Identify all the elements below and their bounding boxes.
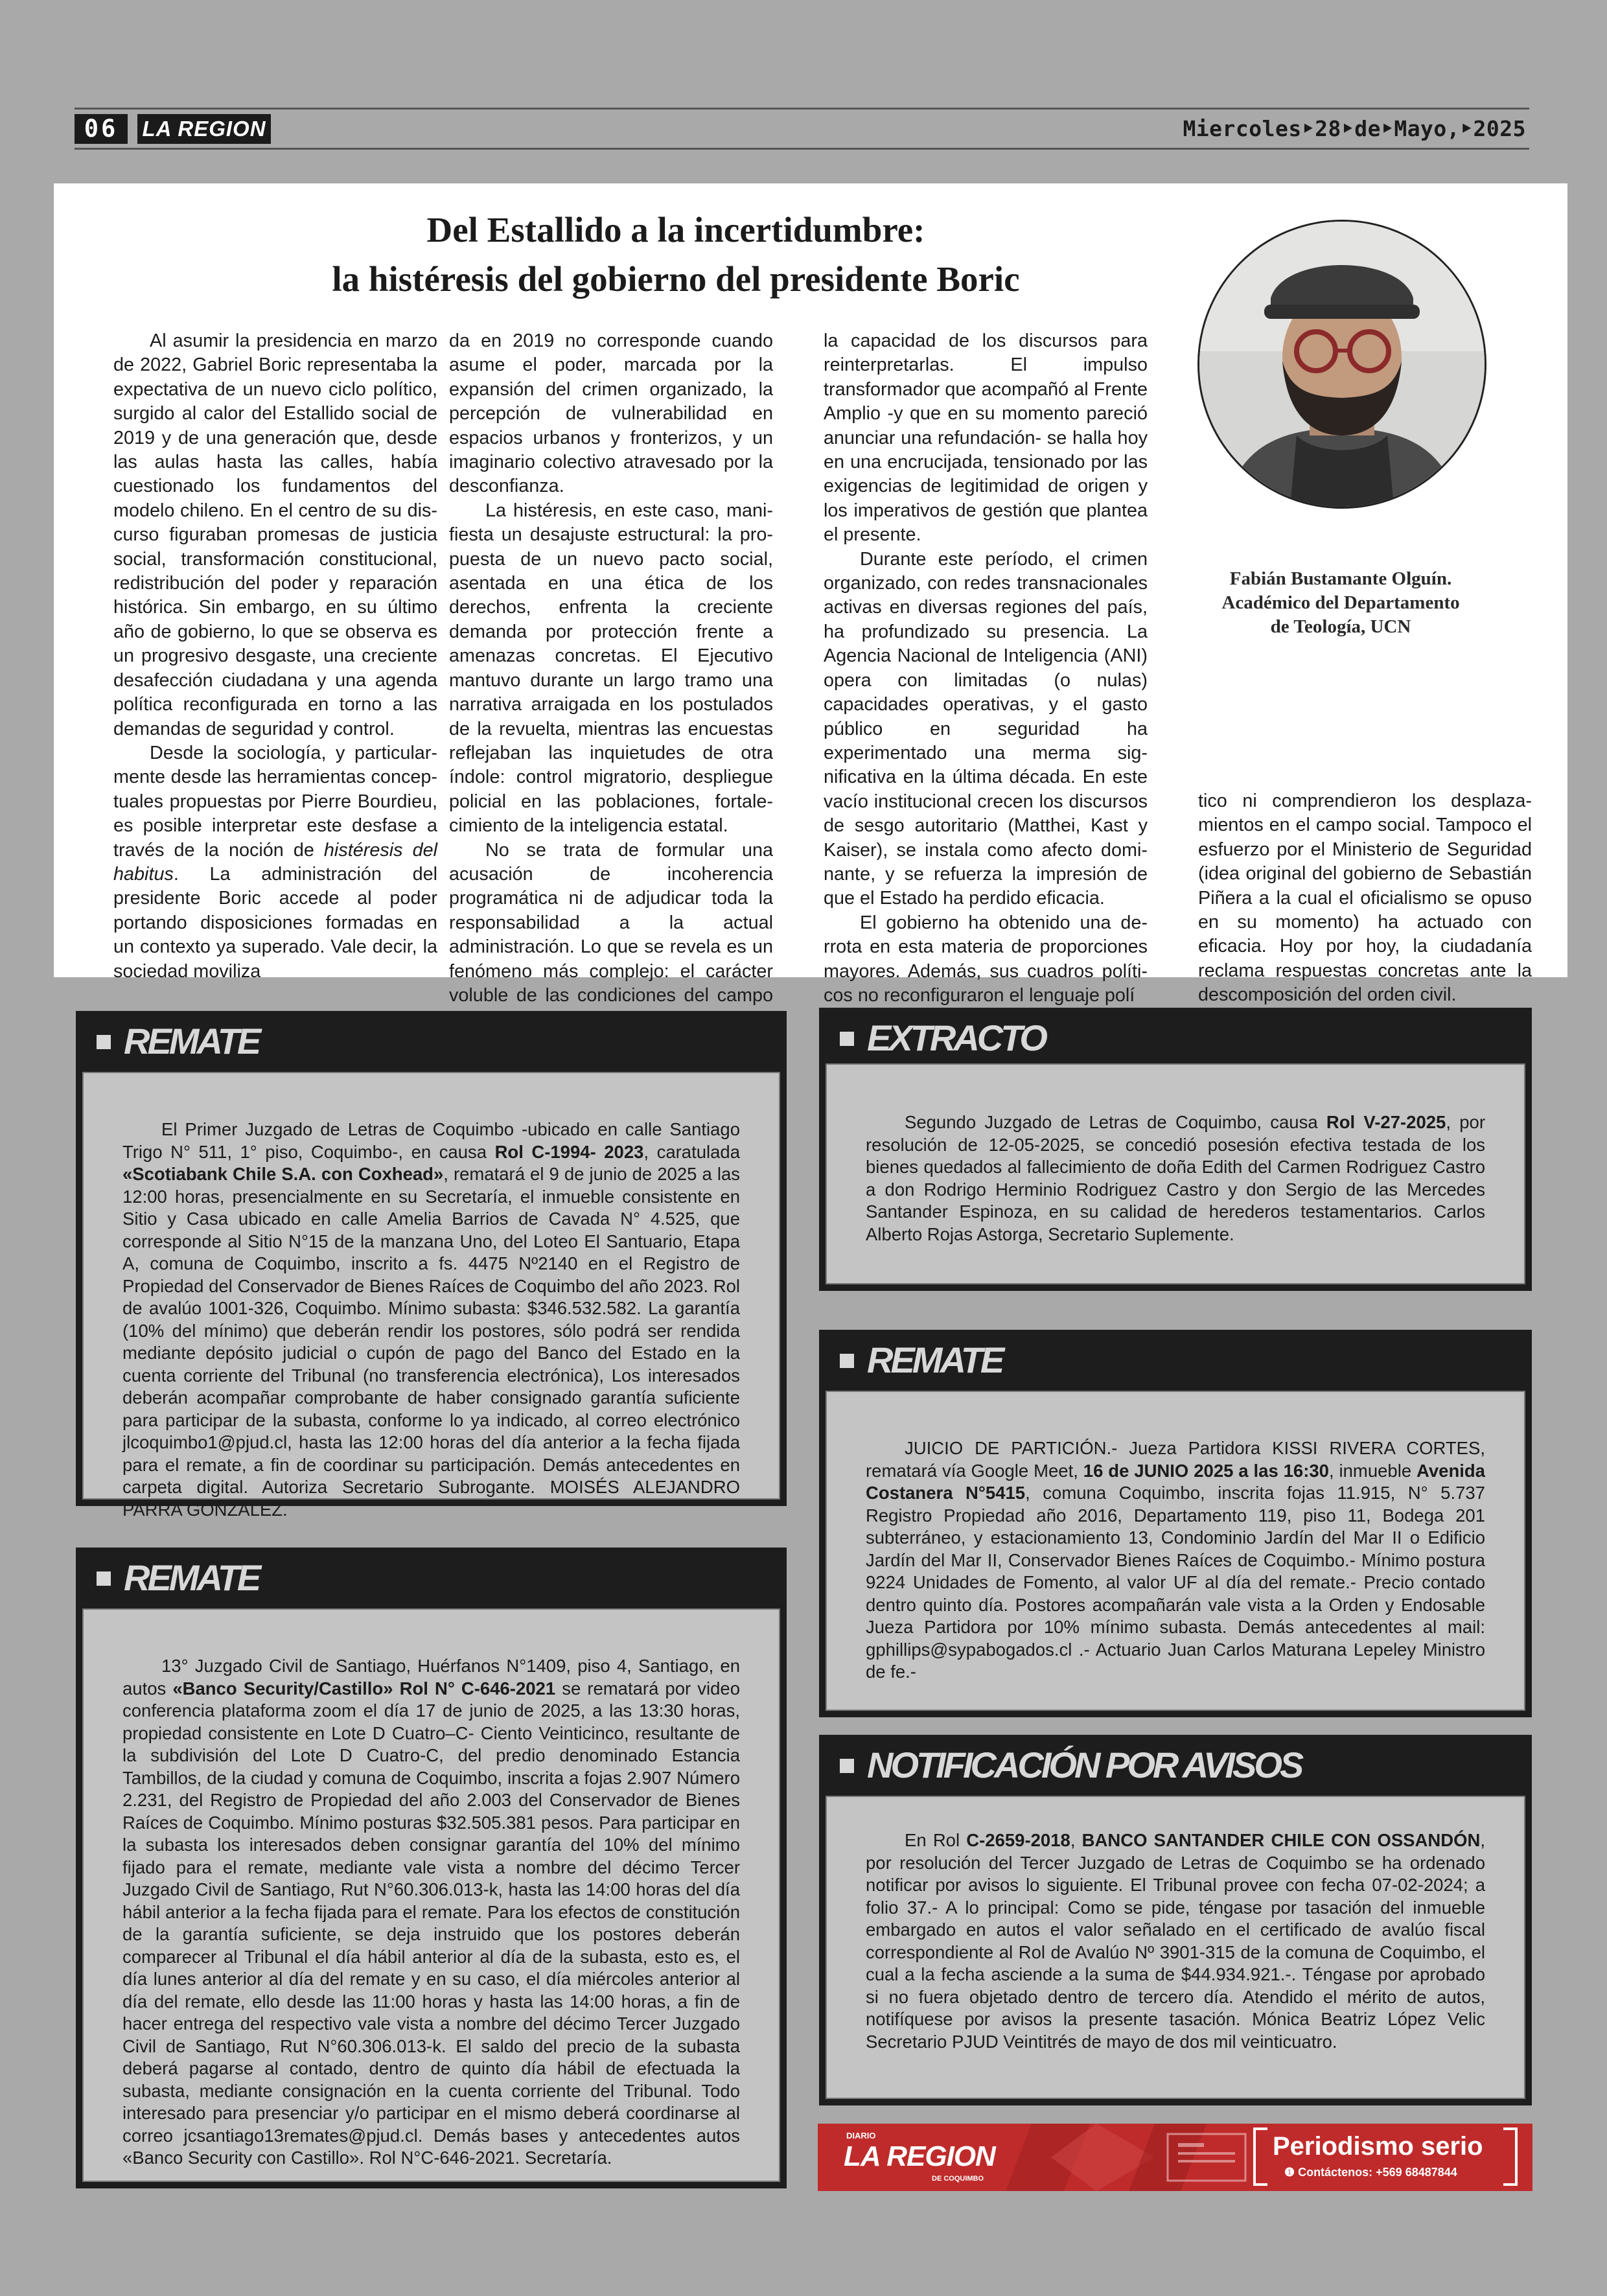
article-paragraph: Al asumir la presidencia en marzo de 2022, Gabriel Boric representaba la expectativa de un nuevo ciclo político, surgido al calor del Estallido social de 2019 y de una generación que, desde las aulas hasta las calles, había cuestionado los fundamentos del modelo chileno. En el centro de su discurso figuraban promesas de justicia social, transformación constitucional, redistribución del poder y reparación histórica. Sin embargo, en su último año de gobierno, lo que se observa es un progresivo desgaste, una creciente desafección ciudadana y una agenda política reconfigurada en torno a las demandas de seguridad y control. [113, 330, 437, 739]
notice-header [76, 1548, 787, 1608]
headline-line-2: la histéresis del gobierno del presidente Boric [332, 259, 1020, 299]
notice-text: 13° Juzgado Civil de Santiago, Huérfanos N°1409, piso 4, Santiago, en autos «Banco Security/Castillo» Rol N° C-646-2021 se rematará por video conferencia plataforma zoom el día 17 de junio de 2025, a las 13:30 horas, propiedad consistente en Lote D Cuatro–C- Ciento Veinticinco, resultante de la subdivisión del Lote D Cuatro-C, del predio denominado Estancia Tambillos, de la ciudad y comuna de Coquimbo, inscrita a fojas 2.907 Número 2.231, del Registro de Propiedad del año 2.003 del Conservador de Bienes Raíces de Coquimbo. Mínimo posturas $32.505.381 pesos. Para participar en la subasta los interesados deben consignar garantía del 10% del mínimo fijado para el remate, mediante vale vista a nombre del décimo Tercer Juzgado Civil de Santiago, Rut N°60.306.013-k, hasta las 14:00 horas del día hábil anterior a la fecha fijada para el remate. Para los efectos de constitución de la garantía suficiente, se deja instruido que los postores deberán comparecer al Tribunal el día hábil anterior al día de la subasta, esto es, el día lunes anterior al día del remate y en su caso, el día miércoles anterior al día del remate, ello desde las 11:00 horas y hasta las 14:00 horas, a fin de hacer entrega del respectivo vale vista a nombre del décimo Tercer Juzgado Civil de Santiago, Rut N°60.306.013-k. El saldo del precio de la subasta deberá pagarse al contado, dentro de quinto día hábil de efectuada la subasta, mediante consignación en la cuenta corriente del Tribunal. Todo interesado para presenciar y/o participar en el mismo deberá coordinarse al correo jcsantiago13remates@pjud.cl. Demás bases y antecedentes autos «Banco Security con Castillo». Rol N°C-646-2021. Secretaría. [122, 1656, 740, 2168]
notice-body [82, 1608, 780, 2182]
notice-body [826, 1796, 1525, 2099]
notice-text: En Rol C-2659-2018, BANCO SANTANDER CHILE CON OSSANDÓN, por resolución del Tercer Juzgado de Letras de Coquimbo se ha ordenado notificar por avisos lo siguiente. El Tribunal provee con fecha 07-02-2024; a folio 37.- A lo principal: Como se pide, téngase por tasación del inmueble embargado en autos el valor señalado en el certificado de avalúo fiscal correspondiente al Rol de Avalúo Nº 3901-315 de la comuna de Coquimbo, el cual a la fecha asciende a la suma de $44.934.921.-. Téngase por aprobado si no fuera objetado dentro de tercero día. Atendido el mérito de autos, notifíquese por avisos la presente tasación. Mónica Beatriz López Velic Secretario PJUD Veintitrés de mayo de dos mil veinticuatro. [866, 1830, 1485, 2052]
notice-remate-2 [76, 1548, 787, 2188]
author-caption [1194, 567, 1487, 639]
square-bullet-icon [840, 1759, 854, 1773]
notice-title: REMATE [867, 1339, 1002, 1380]
notice-notificacion [819, 1735, 1532, 2105]
header-bottom-rule [75, 148, 1529, 150]
notice-title: REMATE [124, 1021, 259, 1061]
author-name: Fabián Bustamante Olguín. [1229, 568, 1452, 589]
square-bullet-icon [840, 1032, 854, 1046]
square-bullet-icon [840, 1354, 854, 1368]
headline-line-1: Del Estallido a la incertidumbre: [426, 210, 925, 249]
article-column-1 [113, 329, 437, 984]
left-bracket-icon [1253, 2128, 1267, 2186]
notice-title: REMATE [124, 1557, 259, 1598]
article-paragraph: No se trata de formular una acusación de incoherencia programática ni de adjudicar toda la responsabilidad a la actual administración. Lo que se revela es un fenómeno más complejo: el carácter voluble de las condiciones del campo [449, 839, 773, 1006]
author-portrait [1197, 220, 1486, 509]
banner-logo-top: DIARIO [846, 2131, 876, 2140]
notice-remate-1 [76, 1011, 787, 1520]
author-role-line-2: de Teología, UCN [1270, 616, 1411, 637]
article-paragraph: La histéresis, en este caso, manifiesta un desajuste estructural: la propuesta de un nuevo pacto social, asentada en una ética de los derechos, enfrenta la creciente demanda por protección frente a amenazas concretas. El Ejecutivo mantuvo durante un largo tramo una narrativa arraigada en los postulados de la revuelta, mientras las encuestas reflejaban las inquietudes de otra índole: control migratorio, despliegue policial en las poblaciones, fortalecimiento de la inteligencia estatal. [449, 500, 773, 837]
banner-tagline: Periodismo serio [1273, 2132, 1483, 2161]
article-paragraph: El gobierno ha obtenido una derrota en esta materia de proporciones mayores. Además, sus cuadros políticos no reconfiguraron el lenguaje polí [824, 912, 1148, 1006]
article-paragraph: Desde la sociología, y particularmente desde las herramientas conceptuales propuestas por Pierre Bourdieu, es posible interpretar este desfase a través de la noción de histéresis del habitus. La administración del presidente Boric accede al poder portando disposiciones formadas en un contexto ya superado. Vale decir, la sociedad moviliza [113, 742, 437, 982]
portrait-illustration [1199, 222, 1485, 507]
notice-header [76, 1011, 787, 1072]
banner-logo: LA REGION [844, 2140, 995, 2172]
notice-remate-3 [819, 1330, 1532, 1717]
notice-body [82, 1072, 780, 1520]
masthead-logo: LA REGION [137, 114, 271, 144]
notice-body [826, 1063, 1525, 1284]
notice-header [819, 1008, 1532, 1069]
header-top-rule [75, 108, 1529, 110]
article-column-3 [824, 329, 1148, 1008]
article-paragraph: Durante este período, el crimen organizado, con redes transnacionales activas en diversas regiones del país, ha profundizado su presencia. La Agencia Nacional de Inteligencia (ANI) opera con limitadas (o nulas) capacidades operativas, y el gasto público en seguridad ha experimentado una merma significativa en la última década. En este vacío institucional crecen los discursos de sesgo autoritario (Matthei, Kast y Kaiser), se instala como afecto dominante, y se refuerza la impresión de que el Estado ha perdido eficacia. [824, 548, 1148, 909]
right-bracket-icon [1503, 2128, 1518, 2186]
notice-text: El Primer Juzgado de Letras de Coquimbo -ubicado en calle Santiago Trigo N° 511, 1° piso, Coquimbo-, en causa Rol C-1994- 2023, caratulada «Scotiabank Chile S.A. con Coxhead», rematará el 9 de junio de 2025 a las 12:00 horas, presencialmente en su Secretaría, el inmueble consistente en Sitio y Casa ubicado en calle Amelia Barrios de Cavada N° 4.525, que corresponde al Sitio N°15 de la manzana Uno, del Loteo El Santuario, Etapa A, comuna de Coquimbo, inscrito a fs. 4475 Nº2140 en el Registro de Propiedad del Conservador de Bienes Raíces de Coquimbo del año 2023. Rol de avalúo 1001-326, Coquimbo. Mínimo subasta: $346.532.582. La garantía (10% del mínimo) que deberán rendir los postores, sólo podrá ser rendida mediante depósito judicial o cupón de pago del Banco del Estado en la cuenta corriente del Tribunal (no transferencia electrónica), Los interesados deberán acompañar comprobante de haber consignado garantía suficiente para participar de la subasta, conforme lo ya indicado, al correo electrónico jlcoquimbo1@pjud.cl, hasta las 12:00 horas del día anterior a la fecha fijada para el remate, a fin de coordinar su participación. Demás antecedentes en carpeta digital. Autoriza Secretario Subrogante. MOISÉS ALEJANDRO PARRA GONZÁLEZ. [122, 1119, 740, 1520]
ad-banner[interactable] [818, 2124, 1532, 2191]
banner-contact: ❶ Contáctenos: +569 68487844 [1284, 2166, 1457, 2179]
notice-title: EXTRACTO [867, 1017, 1045, 1058]
article-column-4 [1198, 789, 1532, 1008]
page-number: 06 [75, 114, 128, 144]
notice-header [819, 1330, 1532, 1391]
opinion-article [54, 183, 1567, 1006]
article-paragraph: da en 2019 no corresponde cuando asume el poder, marcada por la expansión del crimen organizado, la percepción de vulnerabilidad en espacios urbanos y fronterizos, y un imaginario colectivo atravesado por la desconfianza. [449, 330, 773, 497]
emphasis-term: histéresis del habitus [113, 839, 437, 885]
author-role-line-1: Académico del Departamento [1221, 592, 1460, 613]
square-bullet-icon [97, 1035, 111, 1049]
notice-title: NOTIFICACIÓN POR AVISOS [867, 1745, 1302, 1785]
notice-body [826, 1391, 1525, 1711]
article-paragraph: la capacidad de los discursos para reinterpretarlas. El impulso transformador que acompañó al Frente Amplio -y que en su momento pareció anunciar una refundación- se halla hoy en una encrucijada, tensionado por las exigencias de legitimidad de origen y los imperativos de gestión que plantea el presente. [824, 330, 1148, 546]
article-headline [183, 205, 1168, 304]
notice-header [819, 1735, 1532, 1796]
notice-text: Segundo Juzgado de Letras de Coquimbo, causa Rol V-27-2025, por resolución de 12-05-2025, se concedió posesión efectiva testada de los bienes quedados al fallecimiento de doña Edith del Carmen Rodriguez Castro a don Rodrigo Herminio Rodriguez Castro y don Sergio de las Mercedes Santander Espinoza, en su calidad de herederos testamentarios. Carlos Alberto Rojas Astorga, Secretario Suplemente. [866, 1112, 1485, 1244]
article-column-2 [449, 329, 773, 1032]
banner-logo-bottom: DE COQUIMBO [932, 2175, 984, 2183]
notice-text: JUICIO DE PARTICIÓN.- Jueza Partidora KISSI RIVERA CORTES, rematará vía Google Meet, 16 de JUNIO 2025 a las 16:30, inmueble Avenida Costanera N°5415, comuna Coquimbo, inscrita fojas 11.915, N° 5.737 Registro Propiedad año 2016, Departamento 119, piso 11, Bodega 201 subterráneo, y estacionamiento 13, Condominio Jardín del Mar II o Edificio Jardín del Mar II, Conservador Bienes Raíces de Coquimbo.- Mínimo postura 9224 Unidades de Fomento, al valor UF al día del remate.- Precio contado dentro quinto día. Postores acompañarán vale vista a la Orden y Endosable Jueza Partidora por 10% mínimo subasta. Demás antecedentes al mail: gphillips@sypabogados.cl .- Actuario Juan Carlos Maturana Lepeley Ministro de fe.- [866, 1438, 1486, 1682]
issue-date: Miercoles‣28‣de‣Mayo,‣2025 [1183, 116, 1526, 141]
notice-extracto [819, 1008, 1532, 1291]
square-bullet-icon [97, 1571, 111, 1586]
article-paragraph: tico ni comprendieron los desplazamientos en el campo social. Tampoco el esfuerzo por el Ministerio de Seguridad (idea original del gobierno de Sebastián Piñera a la cual el oficialismo se opuso en su momento) ha actuado con eficacia. Hoy por hoy, la ciudadanía reclama respuestas concretas ante la descomposición del orden civil. [1198, 791, 1532, 1006]
